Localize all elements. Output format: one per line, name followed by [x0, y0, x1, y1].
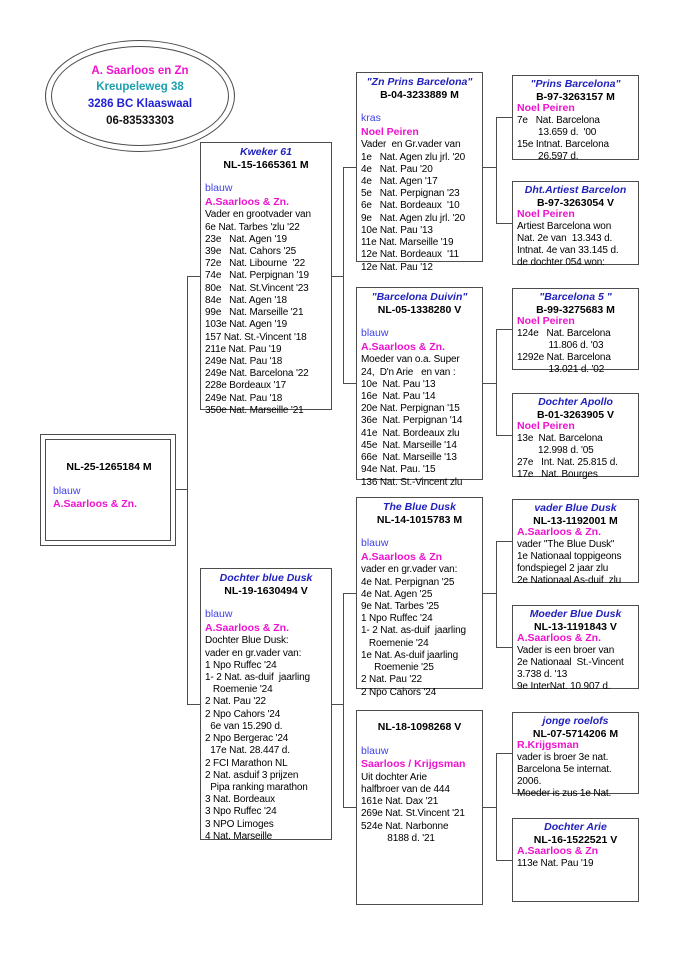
box-dam — [200, 568, 332, 840]
connector-line — [483, 807, 497, 808]
achievement-line: 136 Nat. St.-Vincent zlu — [361, 476, 463, 488]
achievement-line: 1 Npo Ruffec '24 — [205, 659, 277, 671]
box-sire-dam-dam — [512, 393, 639, 480]
box-dam-dam-dam — [512, 818, 639, 902]
achievement-line: 16e Nat. Pau '14 — [361, 391, 436, 403]
achievement-line: 1e Nat. Agen zlu jrl. '20 — [361, 151, 466, 163]
connector-line — [497, 435, 512, 436]
achievements — [517, 433, 634, 481]
achievement-line: Vader en grootvader van — [205, 209, 311, 221]
connector-line — [483, 383, 497, 384]
achievement-line: 2 Nat. asduif 3 prijzen — [205, 769, 299, 781]
achievement-line: 12e Nat. Bordeaux '11 — [361, 249, 459, 261]
achievement-line: 7e Nat. Barcelona — [517, 114, 600, 126]
box-sire-sire-dam — [512, 181, 639, 268]
achievement-line: Roemenie '24 — [361, 637, 429, 649]
achievement-line: 113e Nat. Pau '19 — [517, 857, 594, 869]
color-label: blauw — [53, 484, 81, 497]
connector-line — [483, 593, 497, 594]
achievement-line: 5e Nat. Perpignan '23 — [361, 188, 460, 200]
connector-line — [483, 167, 497, 168]
box-dam-sire-sire — [512, 499, 639, 586]
pigeon-name: Dochter Arie — [544, 821, 607, 833]
connector-line — [188, 704, 200, 705]
connector-line — [497, 223, 512, 224]
owner-name: R.Krijgsman — [517, 739, 579, 752]
breeder-street: Kreupeleweg 38 — [96, 81, 184, 94]
achievement-line: 6e van 15.290 d. — [205, 720, 283, 732]
achievement-line: 1292e Nat. Barcelona — [517, 351, 611, 363]
achievement-line: 45e Nat. Marseille '14 — [361, 439, 457, 451]
box-sire-dam-sire — [512, 288, 639, 375]
connector-line — [497, 860, 512, 861]
achievement-line: 161e Nat. Dax '21 — [361, 796, 439, 808]
achievement-line: 11e Nat. Marseille '19 — [361, 237, 454, 249]
box-sire-sire — [356, 72, 483, 273]
pigeon-name: jonge roelofs — [542, 715, 609, 727]
owner-name: Noel Peiren — [517, 315, 575, 328]
box-subject — [40, 434, 176, 546]
ring-number: NL-15-1665361 M — [223, 158, 309, 171]
pigeon-name: "Barcelona Duivin" — [371, 291, 468, 303]
achievement-line: 524e Nat. Narbonne — [361, 820, 449, 832]
connector-line — [497, 753, 512, 754]
achievement-line: 3 Nat. Bordeaux — [205, 794, 276, 806]
owner-name: A.Saarloos & Zn. — [205, 195, 290, 208]
achievement-line: Pipa ranking marathon — [205, 781, 308, 793]
box-dam-dam-sire — [512, 712, 639, 799]
owner-name: Saarloos / Krijgsman — [361, 758, 466, 771]
achievement-line: vader is broer 3e nat. — [517, 751, 609, 763]
connector-line — [497, 117, 512, 118]
pigeon-name: vader Blue Dusk — [534, 502, 617, 514]
connector-line — [496, 329, 497, 436]
color-label: blauw — [205, 608, 233, 621]
achievement-line: 13.021 d. '02 — [517, 363, 605, 375]
achievement-line: 9e Nat. Agen zlu jrl. '20 — [361, 212, 466, 224]
achievement-line: 8188 d. '21 — [361, 832, 435, 844]
achievements — [205, 209, 327, 416]
connector-line — [497, 541, 512, 542]
achievement-line: 13.659 d. '00 — [517, 126, 597, 138]
owner-name: A.Saarloos & Zn. — [53, 498, 138, 511]
achievement-line: 2 Nat. Pau '22 — [205, 696, 266, 708]
achievement-line: 1e Nationaal toppigeons — [517, 550, 622, 562]
achievements — [517, 539, 634, 587]
pigeon-name: "Barcelona 5 " — [539, 291, 612, 303]
achievement-line: 23e Nat. Agen '19 — [205, 233, 287, 245]
achievement-line: de dochter 054 won: — [517, 256, 605, 268]
pigeon-name: Dht.Artiest Barcelon — [524, 184, 627, 196]
connector-line — [344, 807, 356, 808]
connector-line — [497, 647, 512, 648]
achievement-line: 3.738 d. '13 — [517, 668, 568, 680]
achievement-line: 1e Nat. As-duif jaarling — [361, 649, 459, 661]
achievement-line: 2 Npo Cahors '24 — [361, 686, 437, 698]
achievement-line: Roemenie '24 — [205, 684, 273, 696]
box-sire-dam — [356, 287, 483, 488]
achievements — [361, 139, 478, 273]
box-sire — [200, 142, 332, 416]
achievement-line: 2006. — [517, 775, 542, 787]
achievement-line: 94e Nat. Pau. '15 — [361, 464, 436, 476]
achievement-line: Uit dochter Arie — [361, 771, 427, 783]
ring-number: NL-07-5714206 M — [532, 727, 619, 740]
connector-line — [343, 167, 344, 384]
achievement-line: 211e Nat. Pau '19 — [205, 343, 282, 355]
owner-name: A.Saarloos & Zn. — [361, 340, 446, 353]
ring-number: B-97-3263157 M — [536, 90, 615, 103]
achievement-line: halfbroer van de 444 — [361, 784, 450, 796]
ring-number: NL-18-1098268 V — [377, 721, 462, 733]
breeder-card — [45, 40, 235, 152]
achievement-line: Intnat. 4e van 33.145 d. — [517, 244, 619, 256]
achievement-line: Moeder is zus 1e Nat. — [517, 787, 612, 799]
achievements — [517, 752, 634, 800]
achievement-line: 4e Nat. Perpignan '25 — [361, 576, 455, 588]
achievements — [517, 858, 634, 870]
achievement-line: 26.597 d. — [517, 150, 579, 162]
connector-line — [187, 276, 188, 705]
box-dam-sire-dam — [512, 605, 639, 692]
achievement-line: 84e Nat. Agen '18 — [205, 294, 287, 306]
achievement-line: 103e Nat. Agen '19 — [205, 319, 288, 331]
achievement-line: 12.998 d. '05 — [517, 444, 594, 456]
achievement-line: 9e InterNat. 10.907 d. — [517, 680, 611, 692]
achievement-line: 13e Nat. Barcelona — [517, 432, 603, 444]
achievements — [361, 354, 478, 488]
achievement-line: 1 Npo Ruffec '24 — [361, 613, 433, 625]
achievement-line: 66e Nat. Marseille '13 — [361, 452, 457, 464]
achievement-line: 41e Nat. Bordeaux zlu — [361, 427, 460, 439]
achievement-line: 9e Nat. Tarbes '25 — [361, 601, 439, 613]
owner-name: Noel Peiren — [517, 102, 575, 115]
achievement-line: 2 Nat. Pau '22 — [361, 674, 422, 686]
achievement-line: 17e Nat. Bourges — [517, 468, 598, 480]
achievement-line: 1- 2 Nat. as-duif jaarling — [361, 625, 466, 637]
achievement-line: 249e Nat. Pau '18 — [205, 355, 283, 367]
achievement-line: Vader is een broer van — [517, 644, 615, 656]
owner-name: Noel Peiren — [517, 420, 575, 433]
achievement-line: 99e Nat. Marseille '21 — [205, 307, 304, 319]
ring-number: NL-13-1191843 V — [534, 620, 617, 633]
achievement-line: 12e Nat. Pau '12 — [361, 261, 433, 273]
achievement-line: 228e Bordeaux '17 — [205, 380, 287, 392]
owner-name: A.Saarloos & Zn. — [205, 621, 290, 634]
achievement-line: Vader en Gr.vader van — [361, 139, 461, 151]
connector-line — [343, 593, 344, 808]
box-dam-dam — [356, 710, 483, 905]
color-label: blauw — [205, 182, 233, 195]
owner-name: A.Saarloos & Zn — [517, 845, 599, 858]
achievement-line: 27e Int. Nat. 25.815 d. — [517, 456, 618, 468]
ring-number: B-01-3263905 V — [536, 408, 615, 421]
achievement-line: 4e Nat. Pau '20 — [361, 163, 433, 175]
achievement-line: Roemenie '25 — [361, 662, 434, 674]
achievements — [205, 635, 327, 842]
color-label: blauw — [361, 327, 389, 340]
achievement-line: Moeder van o.a. Super — [361, 354, 460, 366]
achievement-line: Dochter Blue Dusk: — [205, 635, 289, 647]
connector-line — [497, 329, 512, 330]
achievement-line: vader en gr.vader van: — [361, 564, 458, 576]
pigeon-name: "Prins Barcelona" — [530, 78, 621, 90]
achievements — [517, 221, 634, 269]
ring-number: B-04-3233889 M — [380, 88, 459, 101]
achievement-line: 15e Intnat. Barcelona — [517, 138, 609, 150]
ring-number: NL-25-1265184 M — [66, 461, 152, 473]
owner-name: Noel Peiren — [517, 208, 575, 221]
achievement-line: Nat. 2e van 13.343 d. — [517, 232, 613, 244]
achievement-line: 72e Nat. Libourne '22 — [205, 258, 306, 270]
owner-name: A.Saarloos & Zn. — [517, 632, 602, 645]
achievements — [517, 645, 634, 693]
breeder-phone: 06-83533303 — [106, 114, 174, 127]
pigeon-name: The Blue Dusk — [383, 501, 456, 513]
ring-number: NL-05-1338280 V — [377, 303, 462, 316]
achievements — [517, 115, 634, 163]
color-label: kras — [361, 112, 381, 125]
achievement-line: fondspiegel 2 jaar zlu — [517, 562, 609, 574]
achievement-line: 24, D'n Arie en van : — [361, 366, 456, 378]
achievement-line: 4e Nat. Agen '17 — [361, 176, 438, 188]
ring-number: NL-16-1522521 V — [533, 833, 618, 846]
achievement-line: 2 FCI Marathon NL — [205, 757, 288, 769]
achievement-line: 6e Nat. Bordeaux '10 — [361, 200, 460, 212]
box-sire-sire-sire — [512, 75, 639, 160]
achievement-line: 2 Npo Cahors '24 — [205, 708, 281, 720]
achievement-line: 11.806 d. '03 — [517, 339, 604, 351]
achievement-line: Barcelona 5e internat. — [517, 763, 612, 775]
breeder-name: A. Saarloos en Zn — [91, 64, 189, 77]
achievement-line: vader "The Blue Dusk" — [517, 538, 615, 550]
achievement-line: 36e Nat. Perpignan '14 — [361, 415, 463, 427]
achievement-line: 269e Nat. St.Vincent '21 — [361, 808, 465, 820]
pigeon-name: Kweker 61 — [240, 146, 292, 158]
connector-line — [496, 117, 497, 224]
achievement-line: 249e Nat. Pau '18 — [205, 392, 283, 404]
ring-number: NL-14-1015783 M — [376, 513, 463, 526]
breeder-city: 3286 BC Klaaswaal — [87, 98, 193, 110]
achievement-line: 74e Nat. Perpignan '19 — [205, 270, 309, 282]
ring-number: B-97-3263054 V — [536, 196, 615, 209]
color-label: blauw — [361, 537, 389, 550]
ring-number: B-99-3275683 M — [536, 303, 615, 316]
achievement-line: 249e Nat. Barcelona '22 — [205, 368, 309, 380]
achievement-line: 2e Nationaal As-duif zlu — [517, 574, 622, 586]
achievement-line: 350e Nat. Marseille '21 — [205, 404, 304, 416]
achievement-line: 1- 2 Nat. as-duif jaarling — [205, 672, 310, 684]
pigeon-name: "Zn Prins Barcelona" — [366, 76, 473, 88]
achievement-line: 10e Nat. Pau '13 — [361, 224, 433, 236]
achievement-line: 17e Nat. 28.447 d. — [205, 745, 290, 757]
pigeon-name: Moeder Blue Dusk — [529, 608, 622, 620]
ring-number: NL-13-1192001 M — [533, 514, 618, 527]
pigeon-name: Dochter blue Dusk — [219, 572, 313, 584]
achievements — [361, 564, 478, 698]
box-dam-sire — [356, 497, 483, 698]
achievement-line: 39e Nat. Cahors '25 — [205, 246, 297, 258]
achievement-line: 4 Nat. Marseille — [205, 830, 273, 842]
achievement-line: 157 Nat. St.-Vincent '18 — [205, 331, 307, 343]
achievement-line: vader en gr.vader van: — [205, 647, 302, 659]
achievement-line: Artiest Barcelona won — [517, 220, 612, 232]
achievement-line: 10e Nat. Pau '13 — [361, 378, 436, 390]
connector-line — [188, 276, 200, 277]
achievement-line: 4e Nat. Agen '25 — [361, 588, 433, 600]
owner-name: A.Saarloos & Zn. — [517, 526, 602, 539]
achievement-line: 20e Nat. Perpignan '15 — [361, 403, 460, 415]
connector-line — [496, 753, 497, 861]
connector-line — [496, 541, 497, 648]
achievement-line: 124e Nat. Barcelona — [517, 327, 611, 339]
achievement-line: 80e Nat. St.Vincent '23 — [205, 282, 309, 294]
connector-line — [344, 593, 356, 594]
achievement-line: 2e Nationaal St.-Vincent — [517, 656, 624, 668]
color-label: blauw — [361, 744, 389, 757]
owner-name: A.Saarloos & Zn — [361, 550, 443, 563]
achievements — [517, 328, 634, 376]
achievement-line: 2 Npo Bergerac '24 — [205, 733, 289, 745]
achievement-line: 6e Nat. Tarbes 'zlu '22 — [205, 221, 300, 233]
achievements — [361, 772, 478, 845]
connector-line — [344, 167, 356, 168]
achievement-line: 3 Npo Ruffec '24 — [205, 806, 277, 818]
connector-line — [344, 383, 356, 384]
ring-number: NL-19-1630494 V — [224, 584, 308, 597]
owner-name: Noel Peiren — [361, 125, 419, 138]
pigeon-name: Dochter Apollo — [538, 396, 613, 408]
achievement-line: 3 NPO Limoges — [205, 818, 274, 830]
